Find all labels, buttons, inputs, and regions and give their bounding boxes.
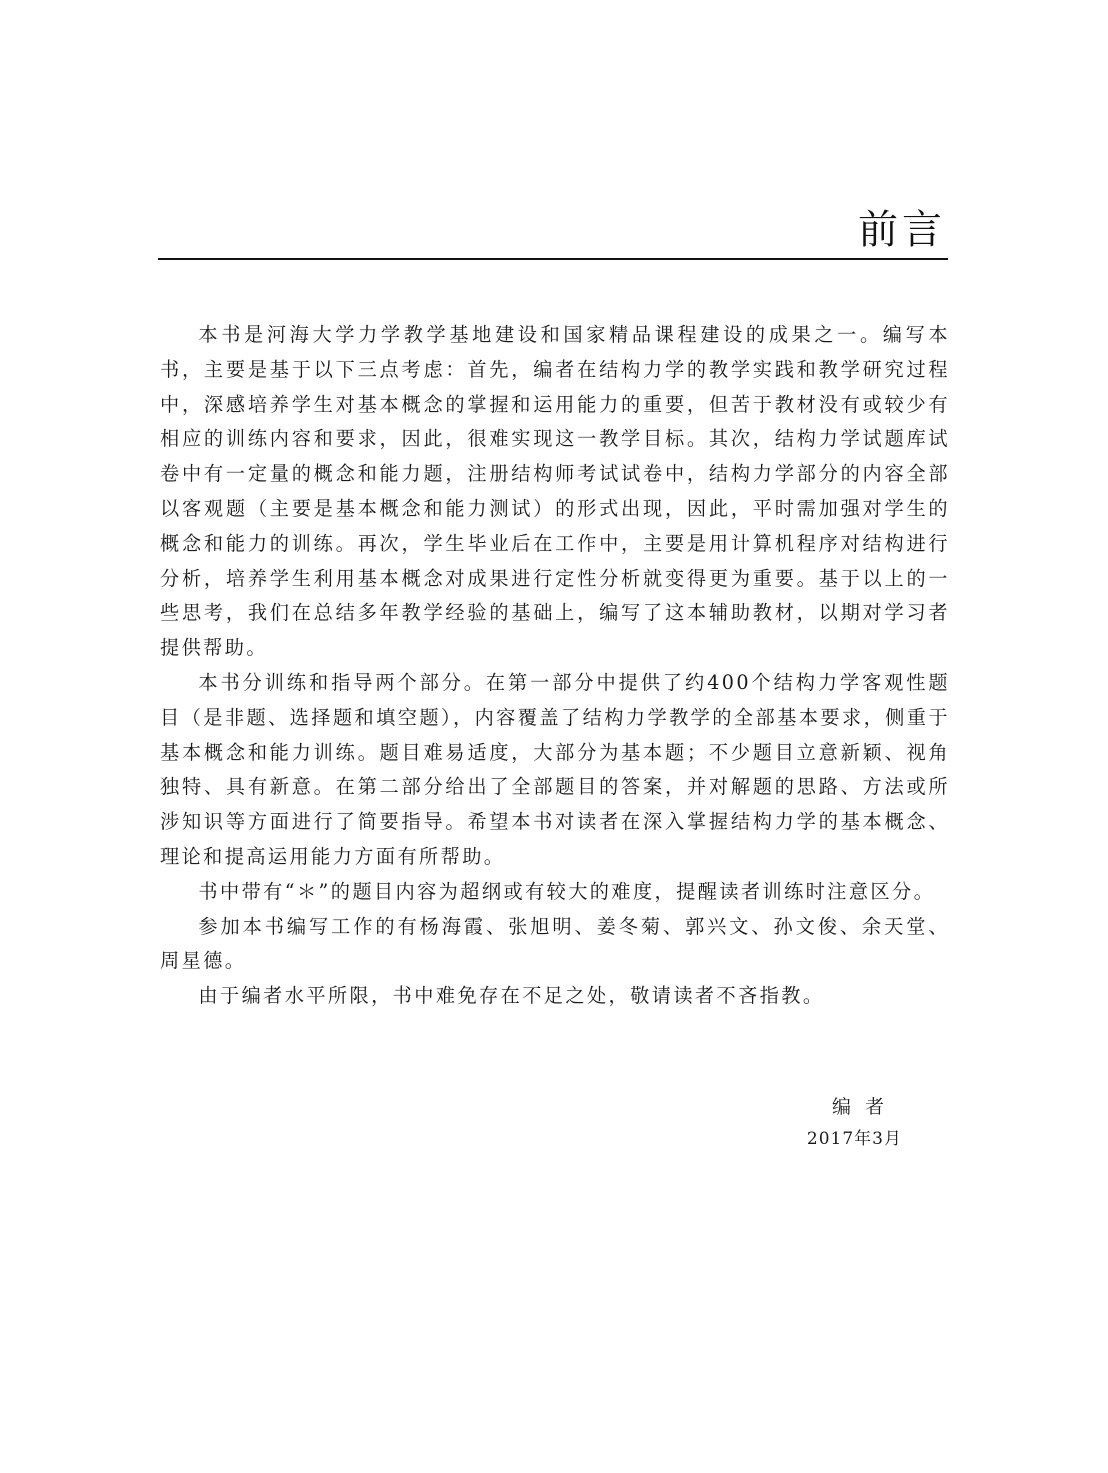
paragraph-purpose: 本书是河海大学力学教学基地建设和国家精品课程建设的成果之一。编写本书，主要是基于以下三点考虑：首先，编者在结构力学的教学实践和教学研究过程中，深感培养学生对基本概念的掌握和运用能力的重要，但苦于教材没有或较少有相应的训练内容和要求，因此，很难实现这一教学目标。其次，结构力学试题库试卷中有一定量的概念和能力题，注册结构师考试试卷中，结构力学部分的内容全部以客观题（主要是基本概念和能力测试）的形式出现，因此，平时需加强对学生的概念和能力的训练。再次，学生毕业后在工作中，主要是用计算机程序对结构进行分析，培养学生利用基本概念对成果进行定性分析就变得更为重要。基于以上的一些思考，我们在总结多年教学经验的基础上，编写了这本辅助教材，以期对学习者提供帮助。 [160, 323, 950, 660]
paragraph-asterisk-note: 书中带有“＊”的题目内容为超纲或有较大的难度，提醒读者训练时注意区分。 [198, 879, 936, 903]
preface-body [160, 318, 950, 1014]
paragraph-closing: 由于编者水平所限，书中难免存在不足之处，敬请读者不吝指教。 [198, 984, 825, 1008]
paragraph-contributors: 参加本书编写工作的有杨海霞、张旭明、姜冬菊、郭兴文、孙文俊、余天堂、周星德。 [160, 914, 950, 973]
page-header [158, 196, 948, 262]
signature-block [700, 1090, 948, 1154]
paragraph-structure: 本书分训练和指导两个部分。在第一部分中提供了约400个结构力学客观性题目（是非题、选择题和填空题），内容覆盖了结构力学教学的全部基本要求，侧重于基本概念和能力训练。题目难易适度，大部分为基本题；不少题目立意新颖、视角独特、具有新意。在第二部分给出了全部题目的答案，并对解题的思路、方法或所涉知识等方面进行了简要指导。希望本书对读者在深入掌握结构力学的基本概念、理论和提高运用能力方面有所帮助。 [160, 670, 950, 868]
signature-date: 2017年3月 [806, 1129, 902, 1149]
page-title: 前言 [858, 207, 946, 253]
signature-author: 编者 [831, 1096, 898, 1118]
title-divider [158, 258, 948, 260]
